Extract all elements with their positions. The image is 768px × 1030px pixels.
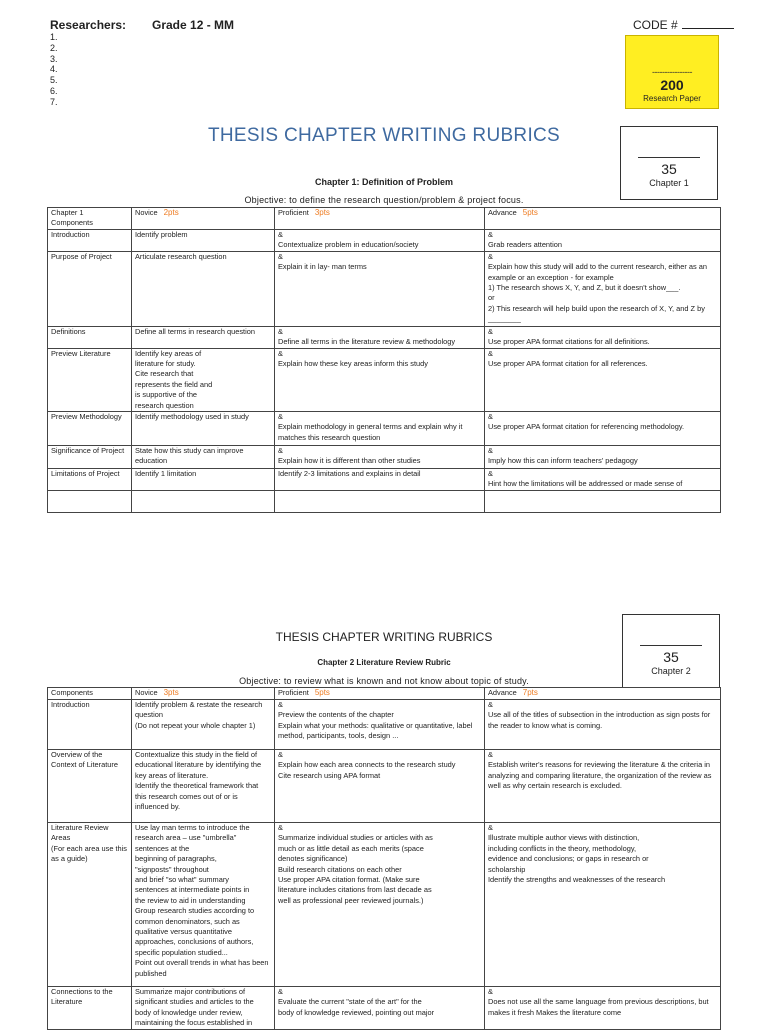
criteria-cell <box>132 490 275 512</box>
score-blank-line <box>640 645 702 646</box>
researcher-number: 2. <box>50 42 58 53</box>
criteria-cell: & Summarize individual studies or articles with as much or as little detail as each merits (space denotes significance) Build research citations on each other Use proper APA citation format. (Make sure literature includes citations from last decade as well as professional peer reviewed journals.) <box>275 823 485 987</box>
criteria-cell: Identify problem & restate the research question (Do not repeat your whole chapter 1) <box>132 700 275 750</box>
criteria-cell: & Use proper APA format citations for all definitions. <box>485 326 721 348</box>
points-label: 3pts <box>163 688 179 697</box>
researcher-number: 7. <box>50 96 58 107</box>
criteria-cell: Identify 1 limitation <box>132 469 275 491</box>
rubric2-table <box>47 687 721 1030</box>
total-score-label: Research Paper <box>643 94 701 103</box>
chapter2-points: 35 <box>663 649 679 665</box>
points-label: 3pts <box>314 208 330 217</box>
points-label: 2pts <box>163 208 179 217</box>
criteria-cell: & Explain how this study will add to the current research, either as an example or an exception - for example 1) The research shows X, Y, and Z, but it doesn't show___. or 2) This research will help build upon the research of X, Y, and Z by ________ <box>485 251 721 326</box>
criteria-cell: & Define all terms in the literature review & methodology <box>275 326 485 348</box>
header-cell <box>132 688 275 700</box>
researcher-number-list <box>50 32 58 108</box>
researcher-number: 3. <box>50 53 58 64</box>
researchers-label: Researchers: <box>50 18 127 32</box>
header-label: Novice <box>135 208 158 217</box>
total-score-value: 200 <box>660 77 684 93</box>
chapter2-score-label: Chapter 2 <box>651 666 691 676</box>
criteria-cell: & Evaluate the current "state of the art" for the body of knowledge reviewed, pointing out major <box>275 987 485 1030</box>
criteria-cell: & Use proper APA format citation for all references. <box>485 348 721 411</box>
criteria-cell: & Explain how each area connects to the research study Cite research using APA format <box>275 750 485 823</box>
criteria-cell: & Use all of the titles of subsection in the introduction as sign posts for the reader to know what is coming. <box>485 700 721 750</box>
points-label: 7pts <box>522 688 538 697</box>
component-cell: Purpose of Project <box>48 251 132 326</box>
header-label: Proficient <box>278 208 309 217</box>
grade-label: Grade 12 - MM <box>152 18 235 32</box>
criteria-cell: & Grab readers attention <box>485 230 721 252</box>
researcher-number: 6. <box>50 85 58 96</box>
header-cell <box>485 688 721 700</box>
table-row <box>48 230 721 252</box>
criteria-cell: & Contextualize problem in education/society <box>275 230 485 252</box>
rubric1-table <box>47 207 721 513</box>
header-label: Advance <box>488 688 517 697</box>
criteria-cell: Identify 2-3 limitations and explains in detail <box>275 469 485 491</box>
criteria-cell <box>485 490 721 512</box>
header-cell <box>275 688 485 700</box>
component-cell: Overview of the Context of Literature <box>48 750 132 823</box>
header-cell <box>132 208 275 230</box>
criteria-cell: Articulate research question <box>132 251 275 326</box>
header-label: Advance <box>488 208 517 217</box>
chapter1-score-label: Chapter 1 <box>649 178 689 188</box>
table-row <box>48 987 721 1030</box>
component-cell: Introduction <box>48 230 132 252</box>
criteria-cell: & Explain how it is different than other studies <box>275 446 485 469</box>
component-cell: Connections to the Literature <box>48 987 132 1030</box>
criteria-cell: & Illustrate multiple author views with distinction, including conflicts in the theory, methodology, evidence and conclusions; or gaps in research or scholarship Identify the strengths and weaknesses of the research <box>485 823 721 987</box>
criteria-cell: Identify key areas of literature for study. Cite research that represents the field and is supportive of the research question <box>132 348 275 411</box>
table-row <box>48 490 721 512</box>
table-row <box>48 251 721 326</box>
rubric2-title: THESIS CHAPTER WRITING RUBRICS <box>275 630 493 644</box>
code-label: CODE # <box>633 18 678 32</box>
table-row <box>48 469 721 491</box>
criteria-cell: Contextualize this study in the field of educational literature by identifying the key areas of literature. Identify the theoretical framework that this research comes out of or is influenced by. <box>132 750 275 823</box>
chapter1-points: 35 <box>661 161 677 177</box>
table-row <box>48 750 721 823</box>
component-cell: Preview Methodology <box>48 412 132 446</box>
researcher-number: 5. <box>50 75 58 86</box>
table-row <box>48 326 721 348</box>
table-header-row <box>48 208 721 230</box>
code-blank-line <box>682 18 734 29</box>
total-score-dashes: ---------------- <box>652 67 692 77</box>
component-cell: Literature Review Areas (For each area use this as a guide) <box>48 823 132 987</box>
criteria-cell: & Use proper APA format citation for referencing methodology. <box>485 412 721 446</box>
table-row <box>48 823 721 987</box>
component-cell <box>48 490 132 512</box>
table-row <box>48 412 721 446</box>
component-cell: Preview Literature <box>48 348 132 411</box>
rubric2-subtitle: Chapter 2 Literature Review Rubric <box>317 658 451 667</box>
rubric1-subtitle: Chapter 1: Definition of Problem <box>314 177 453 187</box>
criteria-cell: State how this study can improve education <box>132 446 275 469</box>
criteria-cell: & Explain how these key areas inform this study <box>275 348 485 411</box>
header-cell <box>485 208 721 230</box>
header-label: Novice <box>135 688 158 697</box>
criteria-cell: Use lay man terms to introduce the research area – use "umbrella" sentences at the beginning of paragraphs, "signposts" throughout and brief "so what" summary sentences at intermediate points in the review to aid in understanding Group research studies according to common denominators, such as qualitative versus quantitative approaches, conclusions of authors, specific population studied... Point out overall trends in what has been published <box>132 823 275 987</box>
header-label: Components <box>51 688 93 697</box>
component-cell: Introduction <box>48 700 132 750</box>
component-cell: Definitions <box>48 326 132 348</box>
component-cell: Limitations of Project <box>48 469 132 491</box>
header-cell <box>48 208 132 230</box>
criteria-cell: & Does not use all the same language from previous descriptions, but makes it fresh Makes the literature come <box>485 987 721 1030</box>
rubric1-objective: Objective: to define the research question/problem & project focus. <box>244 195 524 205</box>
table-row <box>48 700 721 750</box>
criteria-cell: Define all terms in research question <box>132 326 275 348</box>
criteria-cell: & Establish writer's reasons for reviewing the literature & the criteria in analyzing and comparing literature, the organization of the review as well as why certain research is excluded. <box>485 750 721 823</box>
researcher-number: 1. <box>50 32 58 42</box>
header-label: Chapter 1 Components <box>51 208 93 228</box>
header-label: Proficient <box>278 688 309 697</box>
criteria-cell: Summarize major contributions of significant studies and articles to the body of knowledge under review, maintaining the focus established in <box>132 987 275 1030</box>
criteria-cell: Identify methodology used in study <box>132 412 275 446</box>
criteria-cell: & Hint how the limitations will be addressed or made sense of <box>485 469 721 491</box>
rubric1-title: THESIS CHAPTER WRITING RUBRICS <box>207 125 561 146</box>
points-label: 5pts <box>522 208 538 217</box>
rubric2-objective: Objective: to review what is known and not know about topic of study. <box>239 676 529 686</box>
table-row <box>48 348 721 411</box>
points-label: 5pts <box>314 688 330 697</box>
criteria-cell: & Explain methodology in general terms and explain why it matches this research question <box>275 412 485 446</box>
header-cell <box>275 208 485 230</box>
table-row <box>48 446 721 469</box>
criteria-cell <box>275 490 485 512</box>
researcher-number: 4. <box>50 64 58 75</box>
table-header-row <box>48 688 721 700</box>
criteria-cell: Identify problem <box>132 230 275 252</box>
component-cell: Significance of Project <box>48 446 132 469</box>
criteria-cell: & Imply how this can inform teachers' pedagogy <box>485 446 721 469</box>
score-blank-line <box>638 157 700 158</box>
header-cell <box>48 688 132 700</box>
criteria-cell: & Explain it in lay- man terms <box>275 251 485 326</box>
code-field <box>633 18 734 32</box>
total-score-box <box>625 35 719 109</box>
criteria-cell: & Preview the contents of the chapter Explain what your methods: qualitative or quantitative, label method, participants, tools, design ... <box>275 700 485 750</box>
